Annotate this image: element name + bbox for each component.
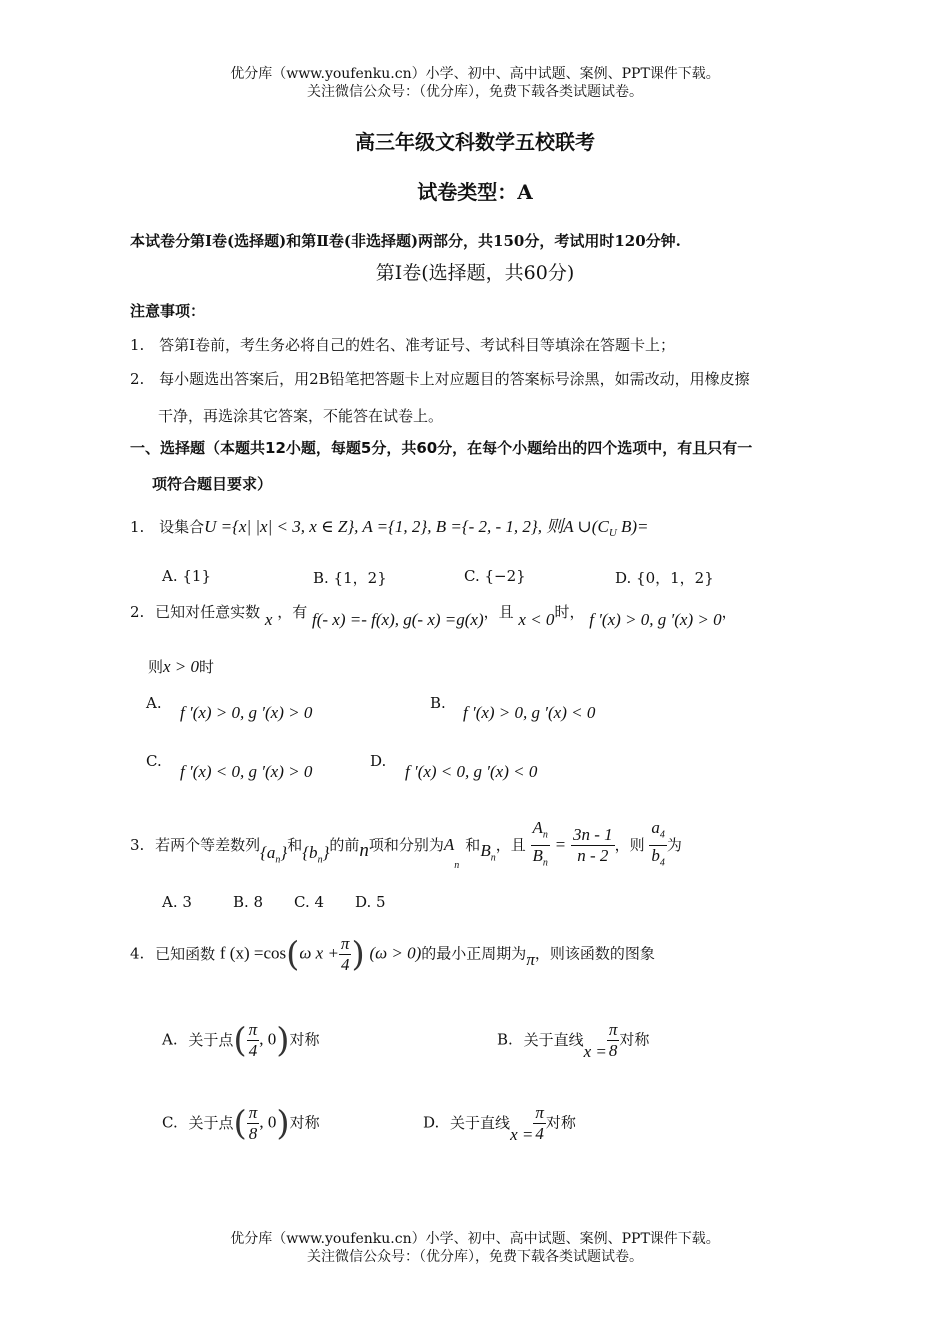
q4-option-b-label: B.	[497, 1030, 513, 1049]
q4-option-a-end: 对称	[289, 1030, 320, 1049]
q4-option-b-den: 8	[608, 1041, 618, 1060]
header-line-2: 关注微信公众号：（优分库），免费下载各类试题试卷。	[307, 84, 643, 100]
q3-option-a[interactable]: A. 3	[162, 893, 192, 911]
q4-paren-open: (	[286, 934, 300, 975]
part1-heading: 一、选择题（本题共12小题，每题5分，共60分，在每个小题给出的四个选项中，有且只有一	[130, 439, 753, 457]
q3-seq-b-sub: n	[317, 854, 323, 866]
q3-sum-b-sub: n	[490, 852, 496, 864]
q3-text-h: 为	[666, 835, 682, 854]
q4-frac-num: π	[340, 934, 350, 953]
q4-paren-close: )	[351, 934, 365, 975]
q4-option-a-paren-close: )	[276, 1020, 290, 1061]
paper-type: 试卷类型：A	[417, 180, 533, 204]
q1-option-a[interactable]: A. {1}	[162, 567, 211, 585]
q1-expr: U ={x| |x| < 3, x ∈ Z}, A ={1, 2}, B ={- 2, - 1, 2}, 则A ∪(C	[204, 517, 609, 536]
q4-text-a: 已知函数	[155, 944, 216, 963]
q3-seq-b	[302, 842, 330, 866]
q3-sum-b	[480, 840, 496, 864]
q3-frac3-den: b	[651, 846, 660, 866]
q4-text-b: 的最小正周期为	[421, 944, 527, 963]
q4-option-b-var: x =	[583, 1041, 607, 1061]
q4-option-a-label: A.	[162, 1030, 178, 1049]
q2-num: 2.	[130, 603, 145, 621]
notice-2-num: 2.	[130, 370, 145, 388]
q4-option-c-paren-close: )	[276, 1103, 290, 1144]
q4-option-a-num: π	[248, 1020, 258, 1039]
q2-text-c: ，且	[483, 603, 514, 621]
q4-option-d-frac	[533, 1103, 546, 1144]
q3-text-e: 和	[465, 835, 481, 854]
q4-func: f (x) =cos	[219, 943, 287, 963]
q3-num: 3.	[130, 835, 145, 854]
q2-line2-b: 时	[199, 658, 215, 676]
q1	[130, 512, 649, 539]
header-line-1: 优分库（www.youfenku.cn）小学、初中、高中试题、案例、PPT课件下载。	[230, 66, 720, 82]
q4-option-c[interactable]	[162, 1103, 320, 1144]
page-title: 高三年级文科数学五校联考	[355, 130, 595, 154]
q4	[130, 934, 655, 975]
q2-line2	[148, 656, 214, 677]
q2-option-d-expr[interactable]: f ′(x) < 0, g ′(x) < 0	[405, 762, 538, 781]
footer-line-2: 关注微信公众号：（优分库），免费下载各类试题试卷。	[307, 1249, 643, 1265]
q2-option-b-label[interactable]: B.	[430, 694, 446, 712]
q4-option-b-frac	[607, 1020, 620, 1061]
q3-text-a: 若两个等差数列	[155, 835, 261, 854]
q3-frac-ab	[531, 818, 550, 874]
q4-option-d-end: 对称	[545, 1113, 576, 1132]
footer-line-1: 优分库（www.youfenku.cn）小学、初中、高中试题、案例、PPT课件下载。	[230, 1231, 720, 1247]
q1-text: 设集合	[159, 518, 205, 536]
q2-var-x: x	[264, 610, 273, 629]
q4-option-a-frac	[247, 1020, 260, 1061]
q3-frac1-num-sub: n	[542, 829, 548, 841]
section-title: 第Ⅰ卷(选择题，共60分)	[375, 262, 575, 284]
q3-frac-expr	[571, 825, 615, 866]
q3-seq-a	[260, 842, 288, 866]
q2-line2-expr: x > 0	[163, 657, 200, 676]
q3-frac-ratio	[649, 818, 667, 874]
q3	[130, 818, 682, 874]
q2-expr3: f ′(x) > 0, g ′(x) > 0	[589, 610, 722, 629]
q3-text-d: 项和分别为	[368, 835, 444, 854]
q3-option-d[interactable]: D. 5	[355, 893, 386, 911]
q4-option-c-paren-open: (	[233, 1103, 247, 1144]
q1-option-d[interactable]: D. {0，1，2}	[615, 569, 714, 587]
notice-2	[130, 368, 750, 389]
q2-option-c-expr[interactable]: f ′(x) < 0, g ′(x) > 0	[180, 762, 313, 781]
q2-option-a-label[interactable]: A.	[146, 694, 162, 712]
q1-num: 1.	[130, 518, 145, 536]
q4-option-c-tail: , 0	[259, 1112, 277, 1132]
q4-option-a[interactable]	[162, 1020, 319, 1061]
q3-frac3-num: a	[651, 818, 660, 837]
q2-text-b: ，有	[277, 603, 308, 621]
q4-option-c-den: 8	[248, 1124, 258, 1143]
q3-sum-a	[443, 834, 460, 872]
q1-sub: U	[608, 527, 617, 539]
q4-option-a-tail: , 0	[259, 1029, 277, 1049]
q3-var-n: n	[359, 839, 369, 861]
q4-option-c-text: 关于点	[188, 1113, 234, 1132]
q4-option-d-den: 4	[535, 1124, 544, 1143]
q3-seq-b-main: {b	[302, 842, 318, 862]
q3-sum-a-sub: n	[454, 860, 460, 872]
q4-option-d-text: 关于直线	[450, 1113, 511, 1132]
q3-sum-a-main: A	[443, 834, 455, 854]
q3-text-c: 的前	[329, 835, 360, 854]
q4-num: 4.	[130, 944, 145, 963]
q3-frac3-num-sub: 4	[659, 829, 665, 841]
q4-option-a-text: 关于点	[188, 1030, 234, 1049]
q3-seq-b-end: }	[322, 842, 330, 862]
notice-2-text: 每小题选出答案后，用2B铅笔把答题卡上对应题目的答案标号涂黑，如需改动，用橡皮擦	[159, 370, 750, 388]
notice-title: 注意事项：	[130, 302, 206, 320]
q1-option-c[interactable]: C. {−2}	[464, 567, 526, 585]
notice-1	[130, 334, 675, 355]
q4-option-a-den: 4	[248, 1041, 258, 1060]
q3-frac1-den: B	[532, 846, 543, 866]
q3-frac2-num: 3n - 1	[572, 825, 613, 845]
q4-option-d[interactable]	[423, 1103, 576, 1144]
q2-expr1: f(- x) =- f(x), g(- x) =g(x)	[312, 610, 484, 629]
q3-text-b: 和	[287, 835, 303, 854]
q4-frac	[339, 934, 352, 975]
q3-seq-a-sub: n	[275, 854, 281, 866]
q2	[130, 601, 737, 629]
q2-line2-a: 则	[148, 658, 164, 676]
q4-option-c-num: π	[248, 1103, 258, 1122]
q1-expr-end: B)=	[616, 517, 649, 536]
q3-text-g: ，则	[614, 835, 645, 854]
q4-option-d-var: x =	[510, 1124, 534, 1144]
q4-option-b-text: 关于直线	[523, 1030, 584, 1049]
q3-seq-a-end: }	[280, 842, 288, 862]
q4-option-c-frac	[247, 1103, 260, 1144]
q4-text-c: ，则该函数的图象	[534, 944, 655, 963]
q4-period: π	[526, 949, 535, 969]
q4-option-b-end: 对称	[619, 1030, 650, 1049]
q3-frac1-num: A	[532, 818, 543, 837]
q4-option-b-num: π	[608, 1020, 618, 1039]
q2-option-a-expr[interactable]: f ′(x) > 0, g ′(x) > 0	[180, 703, 313, 722]
notice-1-text: 答第Ⅰ卷前，考生务必将自己的姓名、准考证号、考试科目等填涂在答题卡上；	[159, 336, 676, 354]
q2-option-c-label[interactable]: C.	[146, 752, 162, 770]
q4-option-b[interactable]	[497, 1020, 649, 1061]
intro-text: 本试卷分第Ⅰ卷(选择题)和第Ⅱ卷(非选择题)两部分，共150分，考试用时120分钟.	[130, 232, 681, 250]
q4-frac-den: 4	[340, 955, 350, 974]
q1-option-b[interactable]: B. {1，2}	[313, 569, 387, 587]
q2-text-d: 时，	[554, 603, 585, 621]
q2-option-d-label[interactable]: D.	[370, 752, 387, 770]
q3-frac3-den-sub: 4	[659, 857, 665, 869]
q3-text-f: ，且	[495, 835, 526, 854]
q4-option-a-paren-open: (	[233, 1020, 247, 1061]
notice-1-num: 1.	[130, 336, 145, 354]
q4-option-c-end: 对称	[289, 1113, 320, 1132]
q4-option-d-label: D.	[423, 1113, 440, 1132]
part1-heading-cont: 项符合题目要求）	[152, 475, 273, 493]
q4-option-c-label: C.	[162, 1113, 178, 1132]
q4-cond: (ω > 0)	[369, 943, 422, 963]
q2-expr2: x < 0	[518, 610, 555, 629]
q3-eq: =	[554, 834, 567, 854]
q4-arg: ω x +	[299, 943, 339, 963]
q2-text-a: 已知对任意实数	[155, 603, 261, 621]
q3-sum-b-main: B	[480, 840, 491, 860]
q3-frac1-den-sub: n	[542, 857, 548, 869]
q3-seq-a-main: {a	[260, 842, 276, 862]
q3-frac2-den: n - 2	[577, 846, 609, 866]
notice-2-cont: 干净，再选涂其它答案，不能答在试卷上。	[158, 407, 444, 425]
q3-option-b[interactable]: B. 8	[233, 893, 264, 911]
q2-option-b-expr[interactable]: f ′(x) > 0, g ′(x) < 0	[463, 703, 596, 722]
q3-option-c[interactable]: C. 4	[294, 893, 325, 911]
q4-option-d-num: π	[535, 1103, 544, 1122]
q2-text-e: ，	[721, 603, 737, 621]
